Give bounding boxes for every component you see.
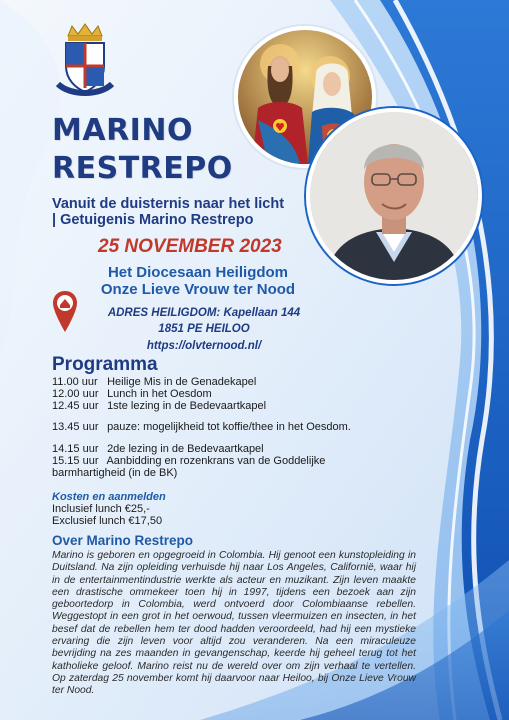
schedule-text: Aanbidding en rozenkrans van de Goddelijke	[106, 455, 326, 467]
schedule-time: 12.45 uur	[52, 400, 99, 412]
schedule-item	[52, 455, 325, 468]
speaker-portrait	[306, 108, 482, 284]
location-pin-icon	[52, 290, 78, 334]
schedule-text: Heilige Mis in de Genadekapel	[107, 376, 257, 388]
kosten-title: Kosten en aanmelden	[52, 491, 166, 503]
crest-logo	[50, 22, 120, 102]
schedule-text: 1ste lezing in de Bedevaartkapel	[107, 400, 267, 412]
venue-line2: Onze Lieve Vrouw ter Nood	[100, 281, 296, 298]
schedule-item	[52, 376, 256, 389]
event-subtitle	[52, 196, 322, 228]
schedule-text: 2de lezing in de Bedevaartkapel	[107, 443, 264, 455]
schedule-time: 12.00 uur	[52, 388, 99, 400]
schedule-text: pauze: mogelijkheid tot koffie/thee in het Oesdom.	[107, 421, 351, 433]
schedule-time: 11.00 uur	[52, 376, 98, 388]
price-exclusive: Exclusief lunch €17,50	[52, 515, 163, 527]
schedule-time: 14.15 uur	[52, 443, 99, 455]
venue-line1: Het Diocesaan Heiligdom	[107, 264, 289, 281]
venue-name	[68, 264, 328, 298]
schedule-item	[52, 421, 351, 434]
speaker-name-line2: RESTREPO	[52, 151, 233, 186]
subtitle-line1: Vanuit de duisternis naar het licht	[52, 196, 285, 212]
schedule-item	[52, 388, 212, 401]
about-title: Over Marino Restrepo	[52, 533, 194, 548]
website-link[interactable]: https://olvternood.nl/	[146, 340, 262, 352]
address-line1: ADRES HEILIGDOM: Kapellaan 144	[107, 307, 301, 319]
schedule-time: 15.15 uur	[52, 455, 99, 467]
speaker-name-line1: MARINO	[52, 113, 193, 148]
schedule-item	[52, 443, 264, 456]
programma-title: Programma	[52, 354, 158, 375]
event-date: 25 NOVEMBER 2023	[98, 236, 282, 257]
schedule-time: 13.45 uur	[52, 421, 99, 433]
subtitle-line2: | Getuigenis Marino Restrepo	[52, 212, 254, 228]
schedule-continuation: barmhartigheid (in de BK)	[52, 467, 178, 479]
schedule-text: Lunch in het Oesdom	[107, 388, 212, 400]
schedule-item	[52, 400, 266, 413]
price-inclusive: Inclusief lunch €25,-	[52, 503, 150, 515]
about-text: Marino is geboren en opgegroeid in Colombia. Hij genoot een kunstopleiding in Duitsland. Na zijn opleiding verhuisde hij naar Los Angeles, Californië, waar hij in de entertainmentindustrie werkte als acteur en muzikant. Zijn leven maakte een drastische ommekeer toen hij in 1997, tijdens een bezoek aan zijn geboortedorp in Colombia, werd ontvoerd door Colombiaanse rebellen. Weggestopt in een grot in het oerwoud, tussen vleermuizen en insecten, in het besef dat de rebellen hem ter dood hadden veroordeeld, had hij een mystieke ervaring die zijn leven voor altijd zou veranderen. Na een miraculeuze bevrijding na zes maanden in gevangenschap, keerde hij geheel terug tot het katholieke geloof. Marino reist nu de wereld over om zijn verhaal te vertellen. Op zaterdag 25 november komt hij daarvoor naar Heiloo, bij Onze Lieve Vrouw ter Nood.	[52, 550, 416, 697]
address-line2: 1851 PE HEILOO	[158, 323, 250, 335]
